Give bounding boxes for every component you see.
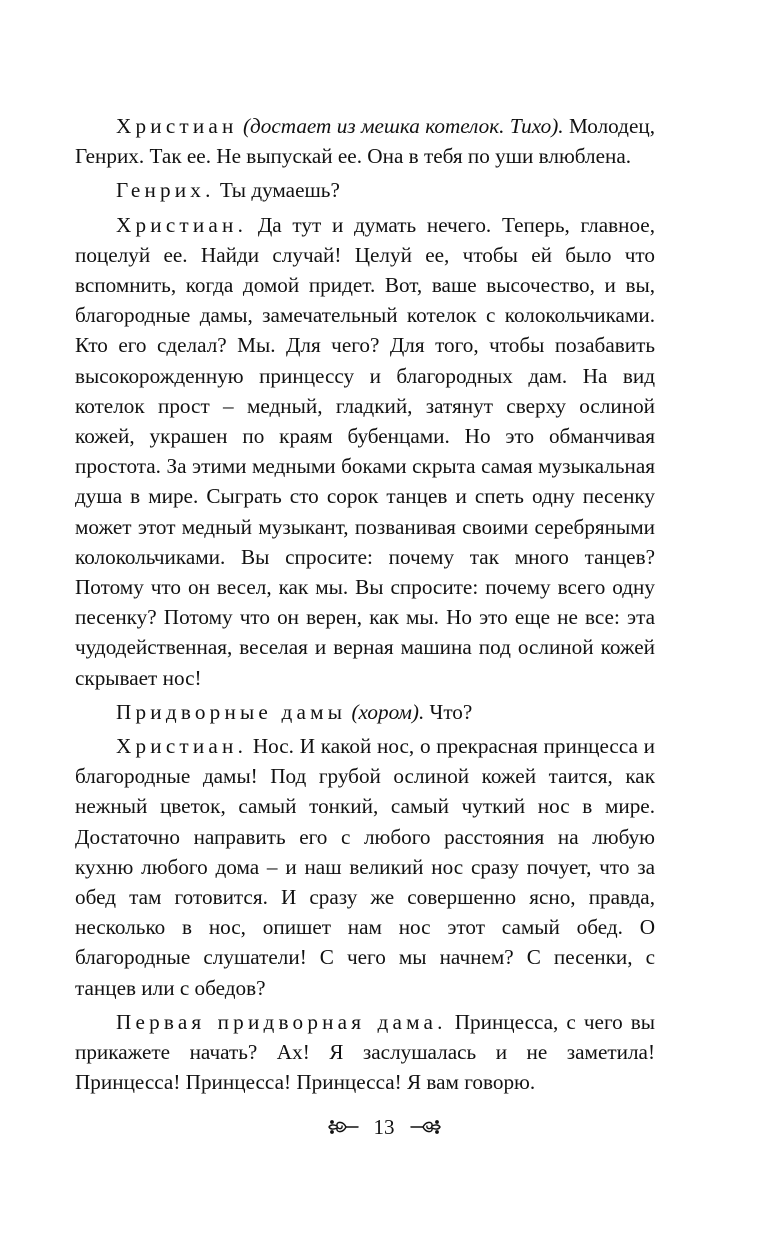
dialogue-text: Молодец, Генрих. Так ее. Не выпускай ее. Она в тебя по уши влюблена. bbox=[75, 114, 655, 169]
dialogue-paragraph bbox=[75, 210, 655, 693]
speaker-name: Христиан bbox=[116, 114, 238, 138]
dialogue-text: Да тут и думать нечего. Теперь, главное, поцелуй ее. Найди случай! Целуй ее, чтобы ей было что вспомнить, когда домой придет. Вот, ваше высочество, и вы, благородные дамы, замечательный котелок с колокольчиками. Кто его сделал? Мы. Для чего? Для того, чтобы позабавить высокорожденную принцессу и благородных дам. На вид котелок прост – медный, гладкий, затянут сверху ослиной кожей, украшен по краям бубенцами. Но это обманчивая простота. За этими медными боками скрыта самая музыкальная душа в мире. Сыграть сто сорок танцев и спеть одну песенку может этот медный музыкант, позванивая своими серебряными колокольчиками. Вы спросите: почему так много танцев? Потому что он весел, как мы. Вы спросите: почему всего одну песенку? Потому что он верен, как мы. Но это еще не все: эта чудодейственная, веселая и верная машина под ослиной кожей скрывает нос! bbox=[75, 212, 656, 690]
page-footer bbox=[0, 1112, 768, 1142]
dialogue-text: Принцесса, с чего вы прикажете начать? Ах! Я заслушалась и не заметила! Принцесса! Принцесса! Принцесса! Я вам говорю. bbox=[75, 1009, 656, 1095]
dialogue-paragraph bbox=[75, 175, 655, 205]
dialogue-text: Ты думаешь? bbox=[219, 178, 340, 203]
dialogue-text: Что? bbox=[429, 699, 473, 724]
speaker-name: Первая придворная дама. bbox=[116, 1009, 447, 1034]
speaker-name: Придворные дамы bbox=[116, 699, 347, 724]
dialogue-text: Нос. И какой нос, о прекрасная принцесса и благородные дамы! Под грубой ослиной кожей таится, как нежный цветок, самый тонкий, самый чуткий нос в мире. Достаточно направить его с любого расстояния на любую кухню любого дома – и наш великий нос сразу почует, что за обед там готовится. И сразу же совершенно ясно, правда, несколько в нос, опишет нам нос этот самый обед. О благородные слушатели! С чего мы начнем? С песенки, с танцев или с обедов? bbox=[75, 734, 655, 1000]
dialogue-paragraph bbox=[75, 111, 655, 171]
dialogue-paragraph bbox=[75, 1007, 655, 1098]
stage-direction: (достает из мешка котелок. Тихо). bbox=[242, 114, 564, 138]
dialogue-paragraph bbox=[75, 731, 655, 1003]
dialogue-paragraph bbox=[75, 697, 655, 727]
stage-direction: (хором). bbox=[351, 699, 425, 724]
play-text bbox=[75, 111, 655, 1098]
speaker-name: Генрих. bbox=[116, 178, 215, 203]
fleuron-left-icon bbox=[326, 1118, 360, 1136]
speaker-name: Христиан. bbox=[116, 212, 248, 237]
speaker-name: Христиан. bbox=[116, 734, 248, 759]
fleuron-right-icon bbox=[409, 1118, 443, 1136]
page-number: 13 bbox=[373, 1115, 395, 1139]
